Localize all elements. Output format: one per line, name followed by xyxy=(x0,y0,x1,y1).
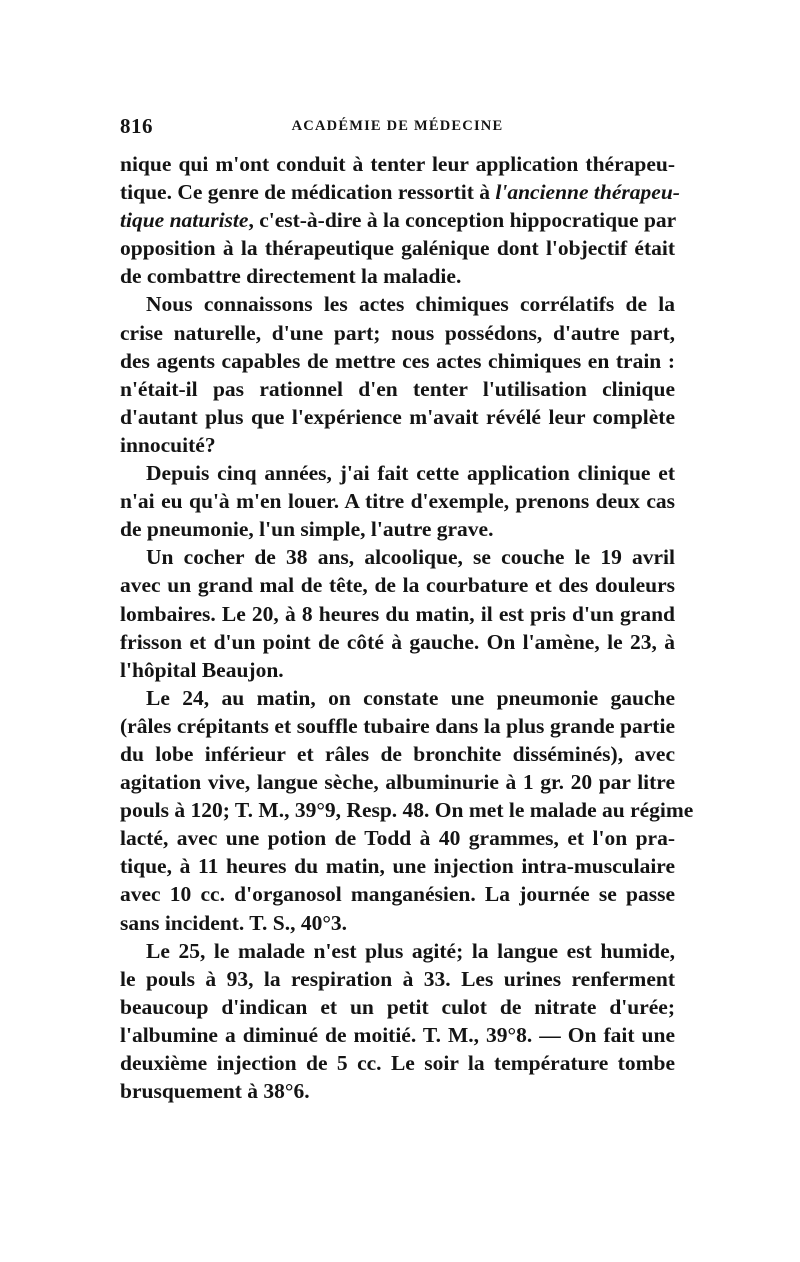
text-line: des agents capables de mettre ces actes chimiques en train : xyxy=(120,348,675,373)
text-line: agitation vive, langue sèche, albuminurie à 1 gr. 20 par litre xyxy=(120,770,675,795)
text-line: Le 25, le malade n'est plus agité; la langue est humide, xyxy=(146,938,675,963)
text-line: l'albumine a diminué de moitié. T. M., 39°8. — On fait une xyxy=(120,1022,675,1047)
text-line: du lobe inférieur et râles de bronchite disséminés), avec xyxy=(120,741,675,766)
text-line: pouls à 120; T. M., 39°9, Resp. 48. On met le malade au régime xyxy=(120,798,694,823)
text-line: tique naturiste, c'est-à-dire à la conception hippocratique par xyxy=(120,208,677,233)
text-line: tique, à 11 heures du matin, une injection intra-musculaire xyxy=(120,854,675,879)
text-line: tique. Ce genre de médication ressortit à l'ancienne thérapeu- xyxy=(120,180,680,205)
text-line: crise naturelle, d'une part; nous possédons, d'autre part, xyxy=(120,320,675,345)
text-line: lombaires. Le 20, à 8 heures du matin, il est pris d'un grand xyxy=(120,601,675,626)
text-line: de combattre directement la maladie. xyxy=(120,264,462,289)
text-line: Le 24, au matin, on constate une pneumonie gauche xyxy=(146,685,675,710)
text-line: innocuité? xyxy=(120,432,216,457)
text-line: Depuis cinq années, j'ai fait cette application clinique et xyxy=(146,461,675,486)
body-text xyxy=(120,150,694,1105)
paragraph xyxy=(120,937,675,1106)
text-line: nique qui m'ont conduit à tenter leur application thérapeu- xyxy=(120,152,675,176)
paragraph xyxy=(120,290,675,459)
text-line: Nous connaissons les actes chimiques corrélatifs de la xyxy=(146,292,675,317)
italic-phrase: l'ancienne thérapeu- xyxy=(495,180,680,205)
text-line: beaucoup d'indican et un petit culot de nitrate d'urée; xyxy=(120,994,675,1019)
text-line: de pneumonie, l'un simple, l'autre grave. xyxy=(120,517,494,542)
text-line: sans incident. T. S., 40°3. xyxy=(120,910,348,935)
paragraph xyxy=(120,459,675,543)
paragraph xyxy=(120,150,680,290)
text-line: d'autant plus que l'expérience m'avait révélé leur complète xyxy=(120,404,675,429)
text-line: n'était-il pas rationnel d'en tenter l'utilisation clinique xyxy=(120,376,675,401)
text-line: deuxième injection de 5 cc. Le soir la température tombe xyxy=(120,1051,675,1075)
page-number: 816 xyxy=(120,114,153,138)
text-line: opposition à la thérapeutique galénique dont l'objectif était xyxy=(120,236,675,261)
text-line: (râles crépitants et souffle tubaire dans la plus grande partie xyxy=(120,713,675,738)
paragraph xyxy=(120,543,675,683)
text-line: le pouls à 93, la respiration à 33. Les urines renferment xyxy=(120,966,675,991)
text-line: brusquement à 38°6. xyxy=(120,1079,310,1104)
paragraph xyxy=(120,684,694,937)
text-line: Un cocher de 38 ans, alcoolique, se couche le 19 avril xyxy=(146,545,675,570)
text-line: frisson et d'un point de côté à gauche. On l'amène, le 23, à xyxy=(120,629,675,654)
text-line: n'ai eu qu'à m'en louer. A titre d'exemple, prenons deux cas xyxy=(120,489,675,514)
text-line: lacté, avec une potion de Todd à 40 grammes, et l'on pra- xyxy=(120,826,675,851)
page-header xyxy=(120,114,675,144)
italic-phrase: tique naturiste xyxy=(120,208,249,233)
running-title: ACADÉMIE DE MÉDECINE xyxy=(291,118,504,134)
text-line: avec un grand mal de tête, de la courbature et des douleurs xyxy=(120,573,675,598)
text-line: l'hôpital Beaujon. xyxy=(120,657,284,682)
text-line: avec 10 cc. d'organosol manganésien. La journée se passe xyxy=(120,882,675,907)
